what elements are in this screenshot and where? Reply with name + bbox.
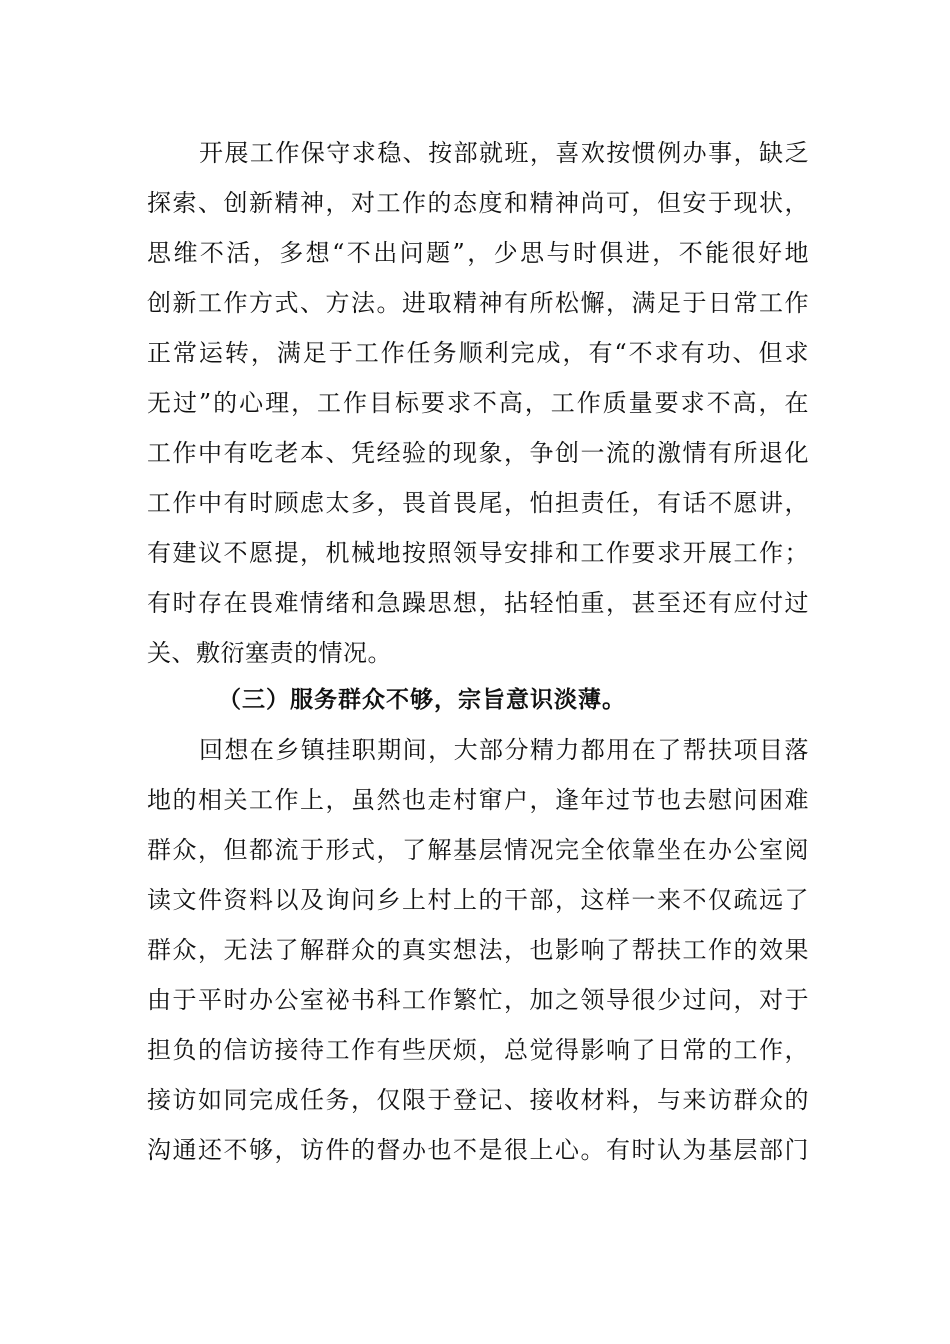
text-line: 创新工作方式、方法。进取精神有所松懈，满足于日常工作 xyxy=(147,289,809,317)
text-line: 有时存在畏难情绪和急躁思想，拈轻怕重，甚至还有应付过 xyxy=(147,589,809,617)
text-line: 正常运转，满足于工作任务顺利完成，有“不求有功、但求 xyxy=(147,339,809,367)
text-line: 地的相关工作上，虽然也走村窜户，逢年过节也去慰问困难 xyxy=(147,786,809,814)
text-line: 开展工作保守求稳、按部就班，喜欢按惯例办事，缺乏 xyxy=(199,139,809,167)
text-line: 关、敷衍塞责的情况。 xyxy=(147,639,392,667)
text-line: 沟通还不够，访件的督办也不是很上心。有时认为基层部门 xyxy=(147,1136,809,1164)
text-line: 回想在乡镇挂职期间，大部分精力都用在了帮扶项目落 xyxy=(199,736,809,764)
text-line: 群众，无法了解群众的真实想法，也影响了帮扶工作的效果 xyxy=(147,936,809,964)
text-line: 探索、创新精神，对工作的态度和精神尚可，但安于现状， xyxy=(147,189,809,217)
section-heading-3: （三）服务群众不够，宗旨意识淡薄。 xyxy=(218,687,626,713)
text-line: 读文件资料以及询问乡上村上的干部，这样一来不仅疏远了 xyxy=(147,886,809,914)
text-line: 思维不活，多想“不出问题”，少思与时俱进，不能很好地 xyxy=(147,239,809,267)
text-line: 无过”的心理，工作目标要求不高，工作质量要求不高，在 xyxy=(147,389,809,417)
text-line: 担负的信访接待工作有些厌烦，总觉得影响了日常的工作， xyxy=(147,1036,809,1064)
text-line: 工作中有吃老本、凭经验的现象，争创一流的激情有所退化 xyxy=(147,439,809,467)
text-line: 群众，但都流于形式，了解基层情况完全依靠坐在办公室阅 xyxy=(147,836,809,864)
text-line: 由于平时办公室祕书科工作繁忙，加之领导很少过问，对于 xyxy=(147,986,809,1014)
text-line: 工作中有时顾虑太多，畏首畏尾，怕担责任，有话不愿讲， xyxy=(147,489,809,517)
text-line: 接访如同完成任务，仅限于登记、接收材料，与来访群众的 xyxy=(147,1086,809,1114)
text-line: 有建议不愿提，机械地按照领导安排和工作要求开展工作； xyxy=(147,539,809,567)
